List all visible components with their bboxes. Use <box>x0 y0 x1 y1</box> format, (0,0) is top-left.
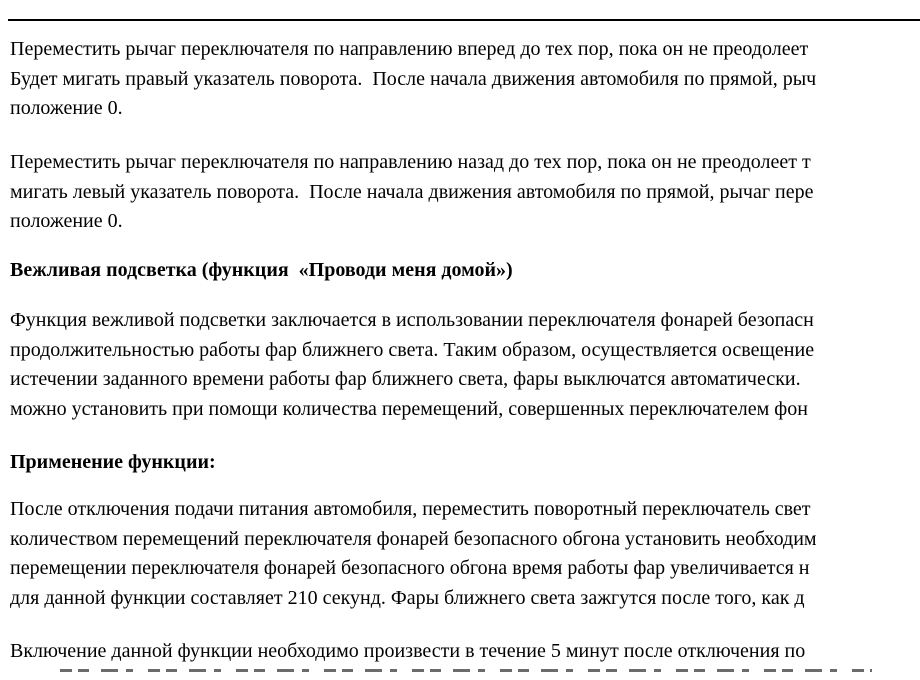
paragraph-line: перемещении переключателя фонарей безопасного обгона время работы фар увеличивается н <box>10 557 810 579</box>
horizontal-rule <box>8 19 920 21</box>
paragraph-line: положение 0. <box>10 97 123 119</box>
paragraph-courtesy-lighting <box>10 306 920 424</box>
paragraph-turn-right <box>10 35 920 124</box>
paragraph-line: истечении заданного времени работы фар ближнего света, фары выключатся автоматически. <box>10 368 801 390</box>
paragraph-line: количеством перемещений переключателя фонарей безопасного обгона установить необходим <box>10 527 817 550</box>
heading-text: Применение функции: <box>10 451 216 473</box>
paragraph-turn-left <box>10 148 920 237</box>
paragraph-line: положение 0. <box>10 210 123 232</box>
heading-text: Вежливая подсветка (функция «Проводи меня домой») <box>10 259 513 281</box>
paragraph-function-usage <box>10 495 920 613</box>
clipped-text-line <box>60 669 872 672</box>
paragraph-line: Включение данной функции необходимо произвести в течение 5 минут после отключения по <box>10 640 806 662</box>
paragraph-line: Функция вежливой подсветки заключается в использовании переключателя фонарей безопасн <box>10 309 814 331</box>
section-heading-function-usage <box>10 448 920 477</box>
paragraph-activation-note <box>10 637 920 667</box>
paragraph-line: Будет мигать правый указатель поворота. После начала движения автомобиля по прямой, рыч <box>10 67 817 90</box>
paragraph-line: Переместить рычаг переключателя по направлению вперед до тех пор, пока он не преодолеет <box>10 38 809 60</box>
paragraph-line: Переместить рычаг переключателя по направлению назад до тех пор, пока он не преодолеет т <box>10 151 811 173</box>
paragraph-line: После отключения подачи питания автомобиля, переместить поворотный переключатель свет <box>10 498 811 520</box>
paragraph-line: для данной функции составляет 210 секунд. Фары ближнего света зажгутся после того, как д <box>10 586 805 609</box>
section-heading-courtesy-lighting <box>10 256 920 285</box>
paragraph-line: продолжительностью работы фар ближнего света. Таким образом, осуществляется освещение <box>10 338 815 361</box>
paragraph-line: мигать левый указатель поворота. После начала движения автомобиля по прямой, рычаг пере <box>10 180 814 203</box>
paragraph-line: можно установить при помощи количества перемещений, совершенных переключателем фон <box>10 397 808 420</box>
